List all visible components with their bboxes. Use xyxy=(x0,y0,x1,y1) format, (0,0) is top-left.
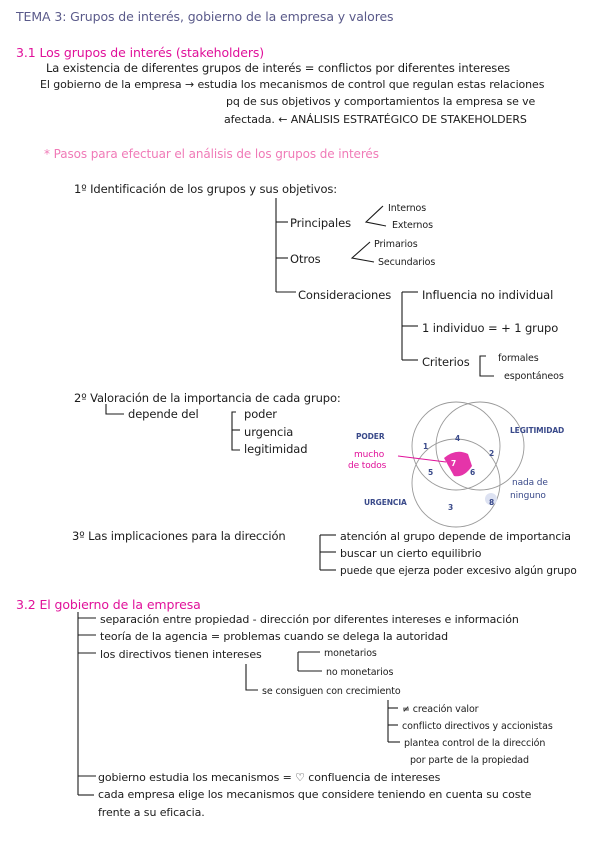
implicacion-2: buscar un cierto equilibrio xyxy=(340,547,482,560)
step-2-title: 2º Valoración de la importancia de cada grupo: xyxy=(74,391,341,405)
otros-label: Otros xyxy=(290,252,321,266)
step-3-title: 3º Las implicaciones para la dirección xyxy=(72,529,286,543)
internos-label: Internos xyxy=(388,203,427,214)
monetarios-label: monetarios xyxy=(324,648,377,659)
venn-label-poder: PODER xyxy=(356,432,385,441)
step-1-title: 1º Identificación de los grupos y sus objetivos: xyxy=(74,182,338,196)
text-line: El gobierno de la empresa → estudia los mecanismos de control que regulan estas relaciones xyxy=(40,78,545,91)
espontaneos-label: espontáneos xyxy=(504,371,564,382)
venn-label-legitimidad: LEGITIMIDAD xyxy=(510,426,565,435)
criterio-urgencia: urgencia xyxy=(244,425,294,439)
section-heading-3-2: 3.2 El gobierno de la empresa xyxy=(16,597,201,612)
result-2: conflicto directivos y accionistas xyxy=(402,721,553,732)
principales-label: Principales xyxy=(290,216,351,230)
formales-label: formales xyxy=(498,353,539,364)
steps-heading: * Pasos para efectuar el análisis de los grupos de interés xyxy=(44,147,379,161)
result-3: plantea control de la dirección xyxy=(404,738,546,749)
bullet-line: frente a su eficacia. xyxy=(98,806,205,819)
bullet-line: los directivos tienen intereses xyxy=(100,648,262,661)
bullet-line: gobierno estudia los mecanismos = ♡ confluencia de intereses xyxy=(98,771,441,784)
criterio-poder: poder xyxy=(244,407,277,421)
text-line: pq de sus objetivos y comportamientos la empresa se ve xyxy=(226,95,536,108)
implicacion-1: atención al grupo depende de importancia xyxy=(340,530,571,543)
externos-label: Externos xyxy=(392,220,433,231)
criterios-label: Criterios xyxy=(422,355,470,369)
mucho-label: mucho xyxy=(354,450,385,460)
bullet-line: separación entre propiedad - dirección por diferentes intereses e información xyxy=(100,613,519,626)
venn-region-4: 4 xyxy=(455,434,461,443)
nada-label: nada de xyxy=(512,478,548,488)
venn-region-8: 8 xyxy=(489,498,495,507)
venn-region-2: 2 xyxy=(489,449,495,458)
venn-region-6: 6 xyxy=(470,468,476,477)
no-monetarios-label: no monetarios xyxy=(326,667,394,678)
criterio-legitimidad: legitimidad xyxy=(244,442,308,456)
consideracion-1: Influencia no individual xyxy=(422,288,554,302)
bullet-line: cada empresa elige los mecanismos que considere teniendo en cuenta su coste xyxy=(98,788,532,801)
crecimiento-label: se consiguen con crecimiento xyxy=(262,686,401,697)
implicacion-3: puede que ejerza poder excesivo algún grupo xyxy=(340,565,577,577)
ninguno-label: ninguno xyxy=(510,491,546,501)
result-1: ≠ creación valor xyxy=(402,704,479,715)
text-line: La existencia de diferentes grupos de interés = conflictos por diferentes intereses xyxy=(46,61,511,75)
page-title: TEMA 3: Grupos de interés, gobierno de la empresa y valores xyxy=(16,9,394,24)
section-heading-3-1: 3.1 Los grupos de interés (stakeholders) xyxy=(16,45,265,60)
venn-label-urgencia: URGENCIA xyxy=(364,498,407,507)
venn-center-highlight xyxy=(444,452,472,477)
venn-region-1: 1 xyxy=(423,442,429,451)
venn-region-7: 7 xyxy=(451,459,457,468)
de-todos-label: de todos xyxy=(348,461,387,471)
text-line: afectada. ← ANÁLISIS ESTRATÉGICO DE STAKEHOLDERS xyxy=(224,113,527,126)
primarios-label: Primarios xyxy=(374,239,418,250)
secundarios-label: Secundarios xyxy=(378,257,436,268)
venn-region-5: 5 xyxy=(428,468,434,477)
depende-label: depende del xyxy=(128,407,199,421)
consideracion-2: 1 individuo = + 1 grupo xyxy=(422,321,559,335)
bullet-line: teoría de la agencia = problemas cuando se delega la autoridad xyxy=(100,630,449,643)
result-4: por parte de la propiedad xyxy=(410,755,529,766)
venn-region-3: 3 xyxy=(448,503,454,512)
consideraciones-label: Consideraciones xyxy=(298,288,392,302)
